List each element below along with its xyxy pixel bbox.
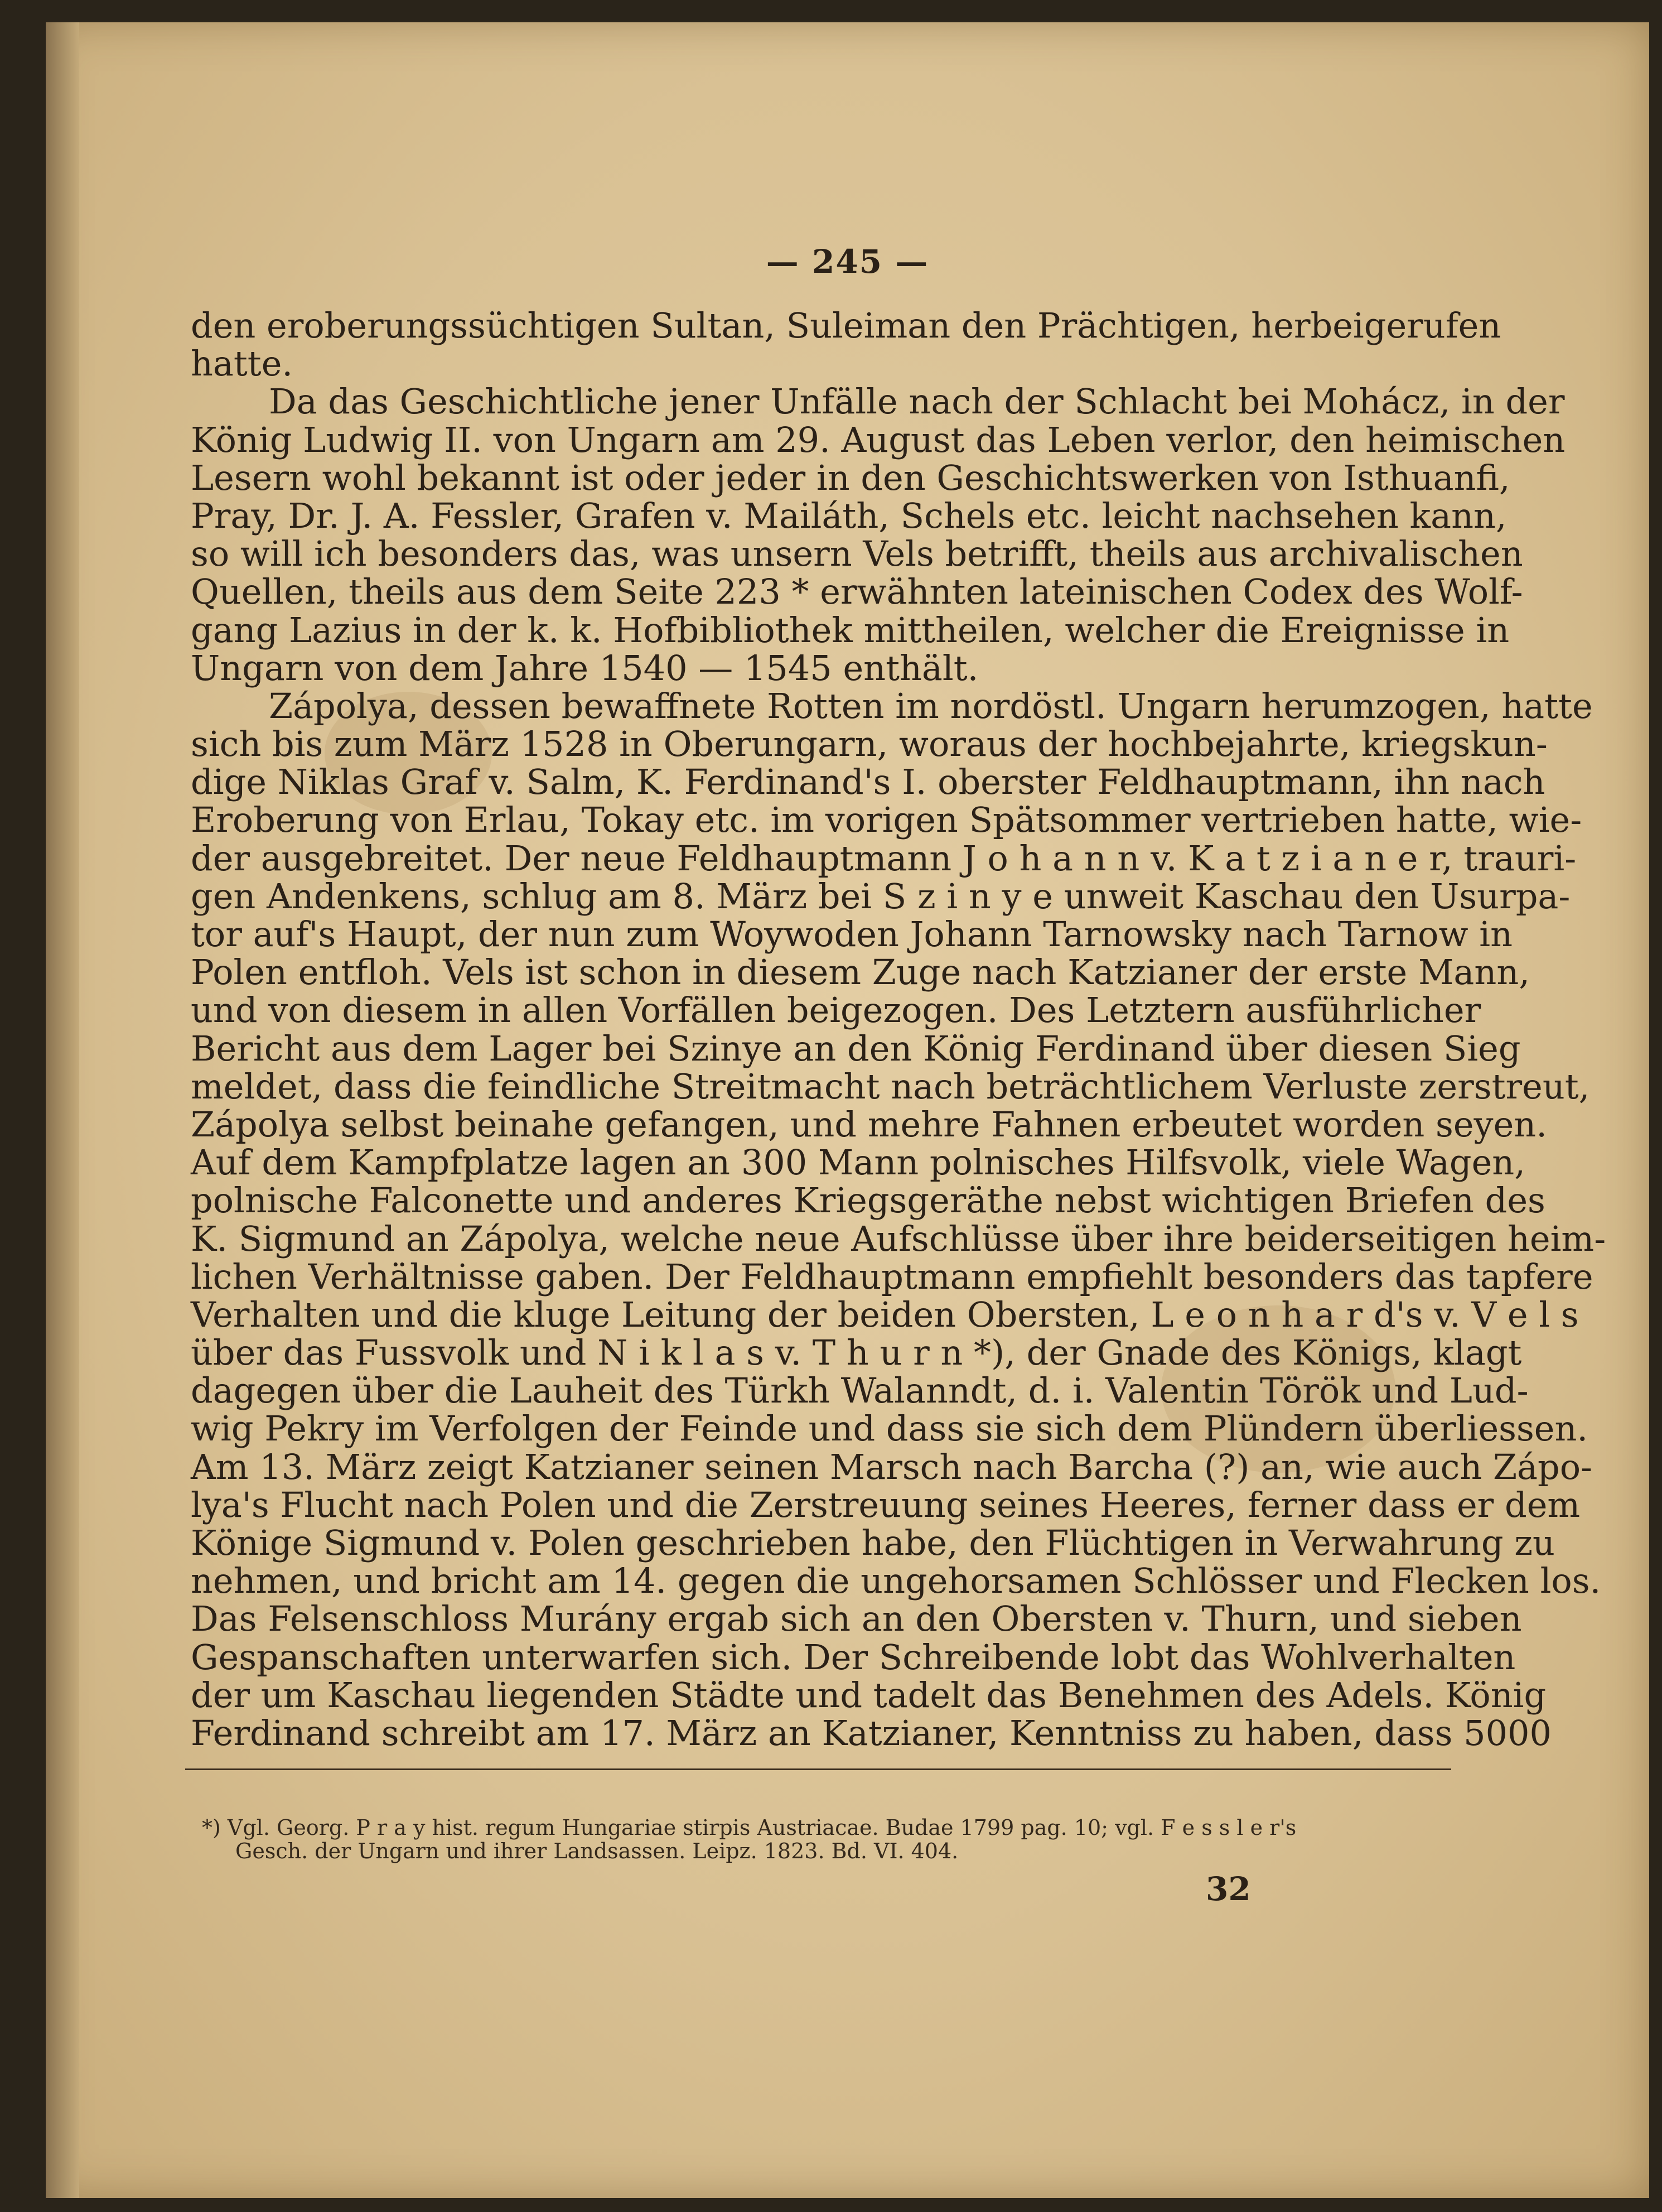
footnote [202, 1816, 1457, 1863]
text-line: wig Pekry im Verfolgen der Feinde und dass sie sich dem Plündern überliessen. [191, 1408, 1588, 1449]
text-line: Zápolya selbst beinahe gefangen, und mehre Fahnen erbeutet worden seyen. [191, 1103, 1547, 1145]
text-line: Polen entfloh. Vels ist schon in diesem Zuge nach Katzianer der erste Mann, [191, 952, 1530, 993]
text-line: Quellen, theils aus dem Seite 223 * erwähnten lateinischen Codex des Wolf- [191, 571, 1523, 613]
text-line: Zápolya, dessen bewaffnete Rotten im nordöstl. Ungarn herumzogen, hatte [269, 685, 1593, 726]
body-text [191, 305, 1606, 1753]
text-line: Das Felsenschloss Murány ergab sich an den Obersten v. Thurn, und sieben [191, 1598, 1522, 1640]
text-line: K. Sigmund an Zápolya, welche neue Aufschlüsse über ihre beiderseitigen heim- [191, 1218, 1606, 1259]
text-line: gang Lazius in der k. k. Hofbibliothek mittheilen, welcher die Ereignisse in [191, 609, 1510, 650]
text-line: dige Niklas Graf v. Salm, K. Ferdinand's I. oberster Feldhauptmann, ihn nach [191, 762, 1545, 803]
book-page [46, 22, 1649, 2198]
text-line: polnische Falconette und anderes Kriegsgeräthe nebst wichtigen Briefen des [191, 1180, 1545, 1221]
page-gutter [46, 22, 79, 2198]
text-line: Eroberung von Erlau, Tokay etc. im vorigen Spätsommer vertrieben hatte, wie- [191, 799, 1582, 841]
footnote-line: Gesch. der Ungarn und ihrer Landsassen. Leipz. 1823. Bd. VI. 404. [235, 1839, 959, 1863]
text-line: der um Kaschau liegenden Städte und tadelt das Benehmen des Adels. König [191, 1674, 1547, 1715]
text-line: Da das Geschichtliche jener Unfälle nach der Schlacht bei Mohácz, in der [269, 381, 1565, 422]
text-line: Lesern wohl bekannt ist oder jeder in den Geschichtswerken von Isthuanfi, [191, 457, 1510, 498]
text-line: Am 13. März zeigt Katzianer seinen Marsch nach Barcha (?) an, wie auch Zápo- [191, 1446, 1592, 1487]
footnote-line: *) Vgl. Georg. P r a y hist. regum Hungariae stirpis Austriacae. Budae 1799 pag. 10; vgl. F e s s l e r's [202, 1815, 1297, 1840]
text-line: Gespanschaften unterwarfen sich. Der Schreibende lobt das Wohlverhalten [191, 1636, 1516, 1678]
text-line: hatte. [191, 343, 293, 384]
text-line: sich bis zum März 1528 in Oberungarn, woraus der hochbejahrte, kriegskun- [191, 724, 1548, 765]
text-line: Verhalten und die kluge Leitung der beiden Obersten, L e o n h a r d's v. V e l s [191, 1294, 1579, 1335]
text-line: den eroberungssüchtigen Sultan, Suleiman den Prächtigen, herbeigerufen [191, 305, 1501, 346]
text-line: der ausgebreitet. Der neue Feldhauptmann J o h a n n v. K a t z i a n e r, trauri- [191, 837, 1577, 879]
text-line: Bericht aus dem Lager bei Szinye an den König Ferdinand über diesen Sieg [191, 1028, 1521, 1069]
text-line: Auf dem Kampfplatze lagen an 300 Mann polnisches Hilfsvolk, viele Wagen, [191, 1142, 1525, 1183]
text-line: so will ich besonders das, was unsern Vels betrifft, theils aus archivalischen [191, 533, 1523, 575]
text-line: lya's Flucht nach Polen und die Zerstreuung seines Heeres, ferner dass er dem [191, 1484, 1581, 1525]
text-line: Ferdinand schreibt am 17. März an Katzianer, Kenntniss zu haben, dass 5000 [191, 1712, 1552, 1753]
text-line: lichen Verhältnisse gaben. Der Feldhauptmann empfiehlt besonders das tapfere [191, 1256, 1593, 1297]
text-line: und von diesem in allen Vorfällen beigezogen. Des Letztern ausführlicher [191, 990, 1481, 1031]
page-number: — 245 — [766, 243, 929, 281]
text-line: Pray, Dr. J. A. Fessler, Grafen v. Mailáth, Schels etc. leicht nachsehen kann, [191, 495, 1507, 536]
text-line: dagegen über die Lauheit des Türkh Walanndt, d. i. Valentin Török und Lud- [191, 1370, 1529, 1411]
text-line: Ungarn von dem Jahre 1540 — 1545 enthält. [191, 647, 979, 688]
text-line: nehmen, und bricht am 14. gegen die ungehorsamen Schlösser und Flecken los. [191, 1560, 1601, 1602]
text-line: über das Fussvolk und N i k l a s v. T h u r n *), der Gnade des Königs, klagt [191, 1332, 1522, 1374]
text-line: gen Andenkens, schlug am 8. März bei S z i n y e unweit Kaschau den Usurpa- [191, 875, 1571, 917]
text-line: König Ludwig II. von Ungarn am 29. August das Leben verlor, den heimischen [191, 419, 1566, 460]
text-line: meldet, dass die feindliche Streitmacht nach beträchtlichem Verluste zerstreut, [191, 1066, 1590, 1107]
signature-mark: 32 [1206, 1870, 1251, 1908]
text-line: tor auf's Haupt, der nun zum Woywoden Johann Tarnowsky nach Tarnow in [191, 914, 1513, 955]
footnote-rule [185, 1768, 1451, 1770]
text-line: Könige Sigmund v. Polen geschrieben habe, den Flüchtigen in Verwahrung zu [191, 1522, 1555, 1563]
